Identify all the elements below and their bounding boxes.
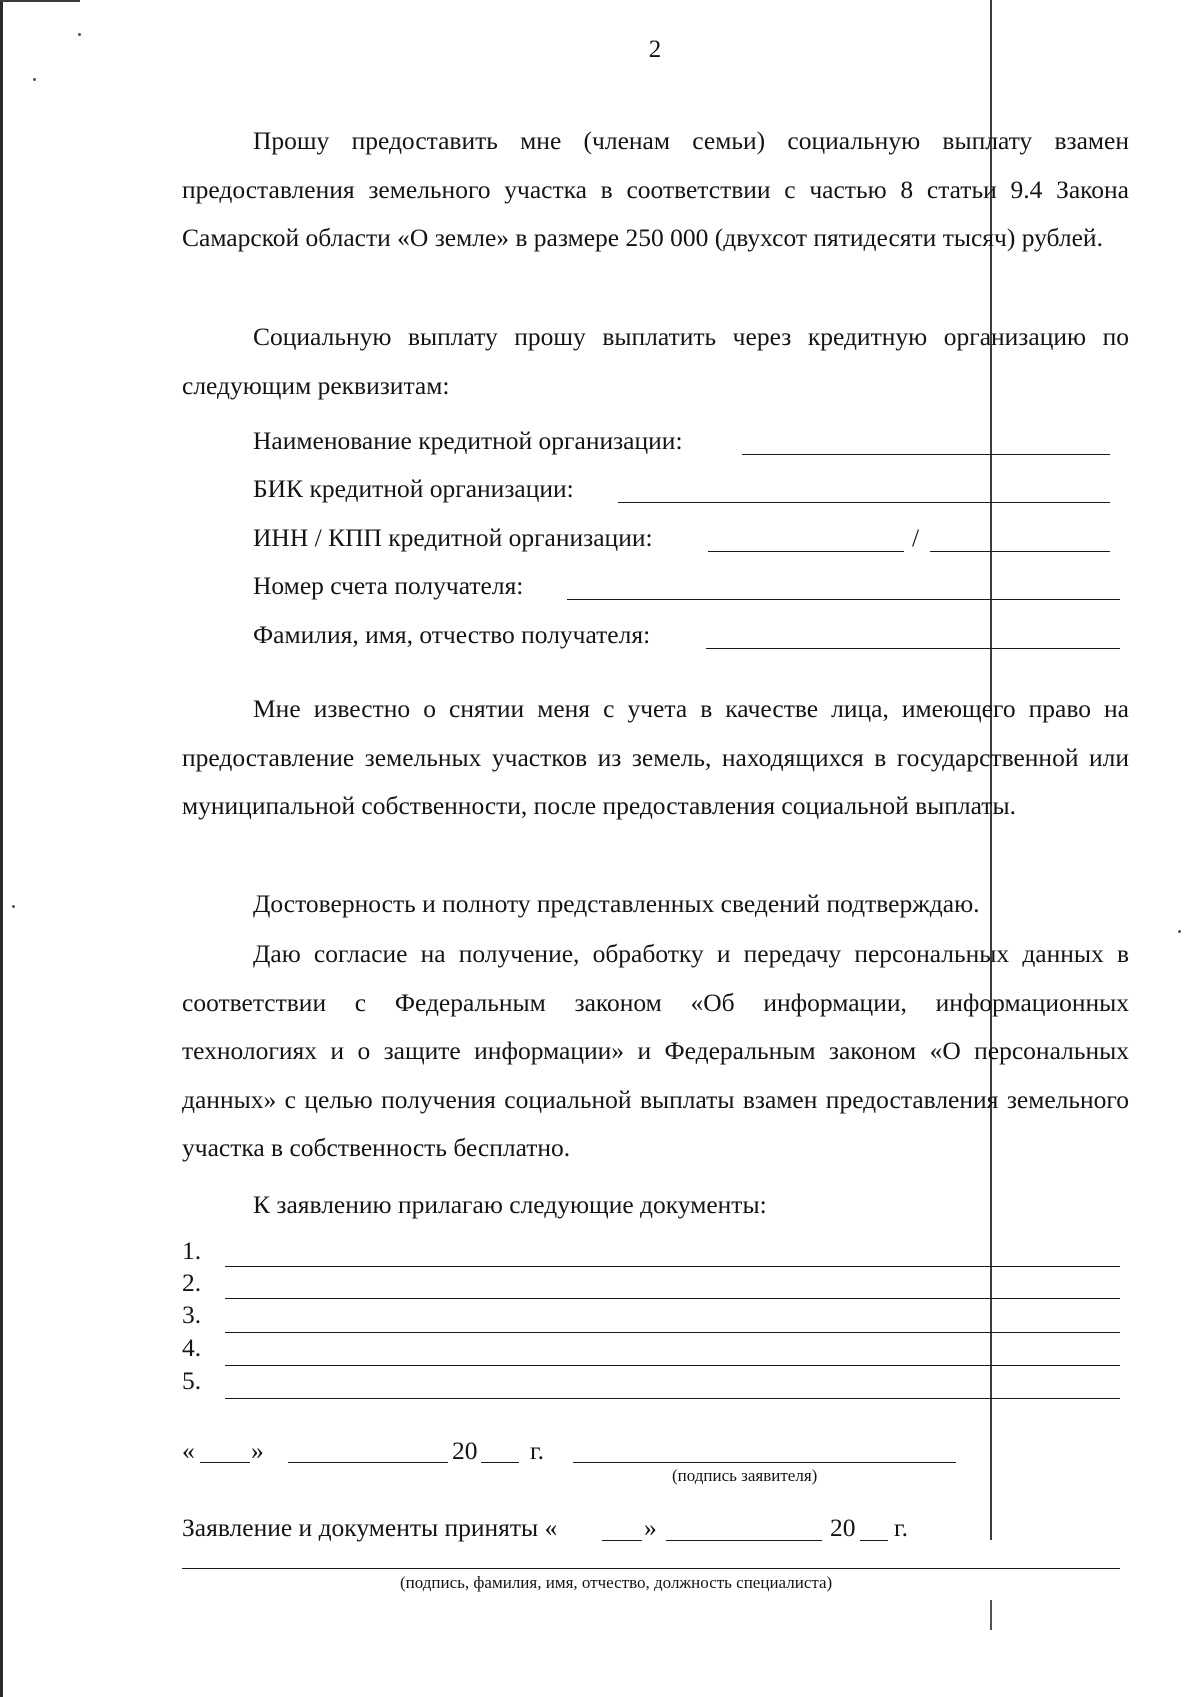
attachment-number: 5. bbox=[182, 1366, 202, 1395]
bank-name-blank[interactable] bbox=[742, 454, 1110, 455]
attachment-blank-1[interactable] bbox=[225, 1266, 1120, 1267]
specialist-signature-blank[interactable] bbox=[182, 1568, 1120, 1569]
date-quote-close: » bbox=[251, 1436, 264, 1465]
acceptance-year-blank[interactable] bbox=[860, 1540, 888, 1541]
page-number: 2 bbox=[648, 36, 662, 63]
attachment-number: 3. bbox=[182, 1300, 202, 1329]
date-year-blank[interactable] bbox=[481, 1462, 519, 1463]
attachment-blank-2[interactable] bbox=[225, 1298, 1120, 1299]
bik-blank[interactable] bbox=[618, 502, 1110, 503]
attachment-number: 2. bbox=[182, 1268, 202, 1297]
bik-label: БИК кредитной организации: bbox=[253, 474, 574, 503]
acceptance-quote-close: » bbox=[644, 1513, 657, 1542]
date-year-suffix: г. bbox=[530, 1436, 544, 1465]
deregistration-paragraph: Мне известно о снятии меня с учета в качестве лица, имеющего право на предоставление земельных участков из земель, находящихся в государственной или муниципальной собственности, после предоставления социальной выплаты. bbox=[182, 694, 1129, 820]
inn-kpp-label: ИНН / КПП кредитной организации: bbox=[253, 523, 653, 552]
acceptance-day-blank[interactable] bbox=[602, 1540, 642, 1541]
date-year-prefix: 20 bbox=[452, 1436, 478, 1465]
attachment-blank-4[interactable] bbox=[225, 1365, 1120, 1366]
bank-name-label: Наименование кредитной организации: bbox=[253, 426, 683, 455]
payment-method-paragraph: Социальную выплату прошу выплатить через кредитную организацию по следующим реквизитам: bbox=[182, 322, 1129, 400]
consent-paragraph: Даю согласие на получение, обработку и передачу персональных данных в соответствии с Федеральным законом «Об информации, информационных технологиях и о защите информации» и Федеральным законом «О персональных данных» с целью получения социальной выплаты взамен предоставления земельного участка в собственность бесплатно. bbox=[182, 939, 1129, 1162]
attachment-blank-5[interactable] bbox=[225, 1398, 1120, 1399]
applicant-signature-caption: (подпись заявителя) bbox=[672, 1466, 818, 1485]
request-paragraph: Прошу предоставить мне (членам семьи) социальную выплату взамен предоставления земельного участка в соответствии с частью 8 статьи 9.4 Закона Самарской области «О земле» в размере 250 000 (двухсот пятидесяти тысяч) рублей. bbox=[182, 126, 1129, 252]
scan-edge-top bbox=[0, 0, 80, 2]
date-quote-open: « bbox=[182, 1436, 195, 1465]
inn-kpp-separator: / bbox=[912, 523, 920, 552]
acceptance-month-blank[interactable] bbox=[666, 1540, 822, 1541]
attachments-intro: К заявлению прилагаю следующие документы: bbox=[253, 1190, 767, 1219]
inn-blank[interactable] bbox=[708, 551, 904, 552]
date-day-blank[interactable] bbox=[200, 1462, 250, 1463]
scan-edge-left bbox=[0, 0, 3, 1697]
recipient-blank[interactable] bbox=[706, 648, 1120, 649]
attachment-number: 4. bbox=[182, 1333, 202, 1362]
applicant-signature-blank[interactable] bbox=[573, 1462, 956, 1463]
account-label: Номер счета получателя: bbox=[253, 571, 524, 600]
scan-speck bbox=[12, 905, 15, 908]
recipient-label: Фамилия, имя, отчество получателя: bbox=[253, 620, 651, 649]
scan-speck bbox=[33, 78, 36, 81]
attachment-number: 1. bbox=[182, 1236, 202, 1265]
account-blank[interactable] bbox=[567, 599, 1120, 600]
date-month-blank[interactable] bbox=[288, 1462, 448, 1463]
specialist-signature-caption: (подпись, фамилия, имя, отчество, должность специалиста) bbox=[400, 1573, 833, 1592]
acceptance-label: Заявление и документы приняты « bbox=[182, 1513, 558, 1542]
scan-speck bbox=[1178, 930, 1181, 933]
accuracy-paragraph: Достоверность и полноту представленных сведений подтверждаю. bbox=[253, 889, 980, 918]
kpp-blank[interactable] bbox=[930, 551, 1110, 552]
attachment-blank-3[interactable] bbox=[225, 1332, 1120, 1333]
acceptance-year-suffix: г. bbox=[894, 1513, 908, 1542]
acceptance-year-prefix: 20 bbox=[830, 1513, 856, 1542]
scan-fold-line-tail bbox=[990, 1600, 992, 1630]
